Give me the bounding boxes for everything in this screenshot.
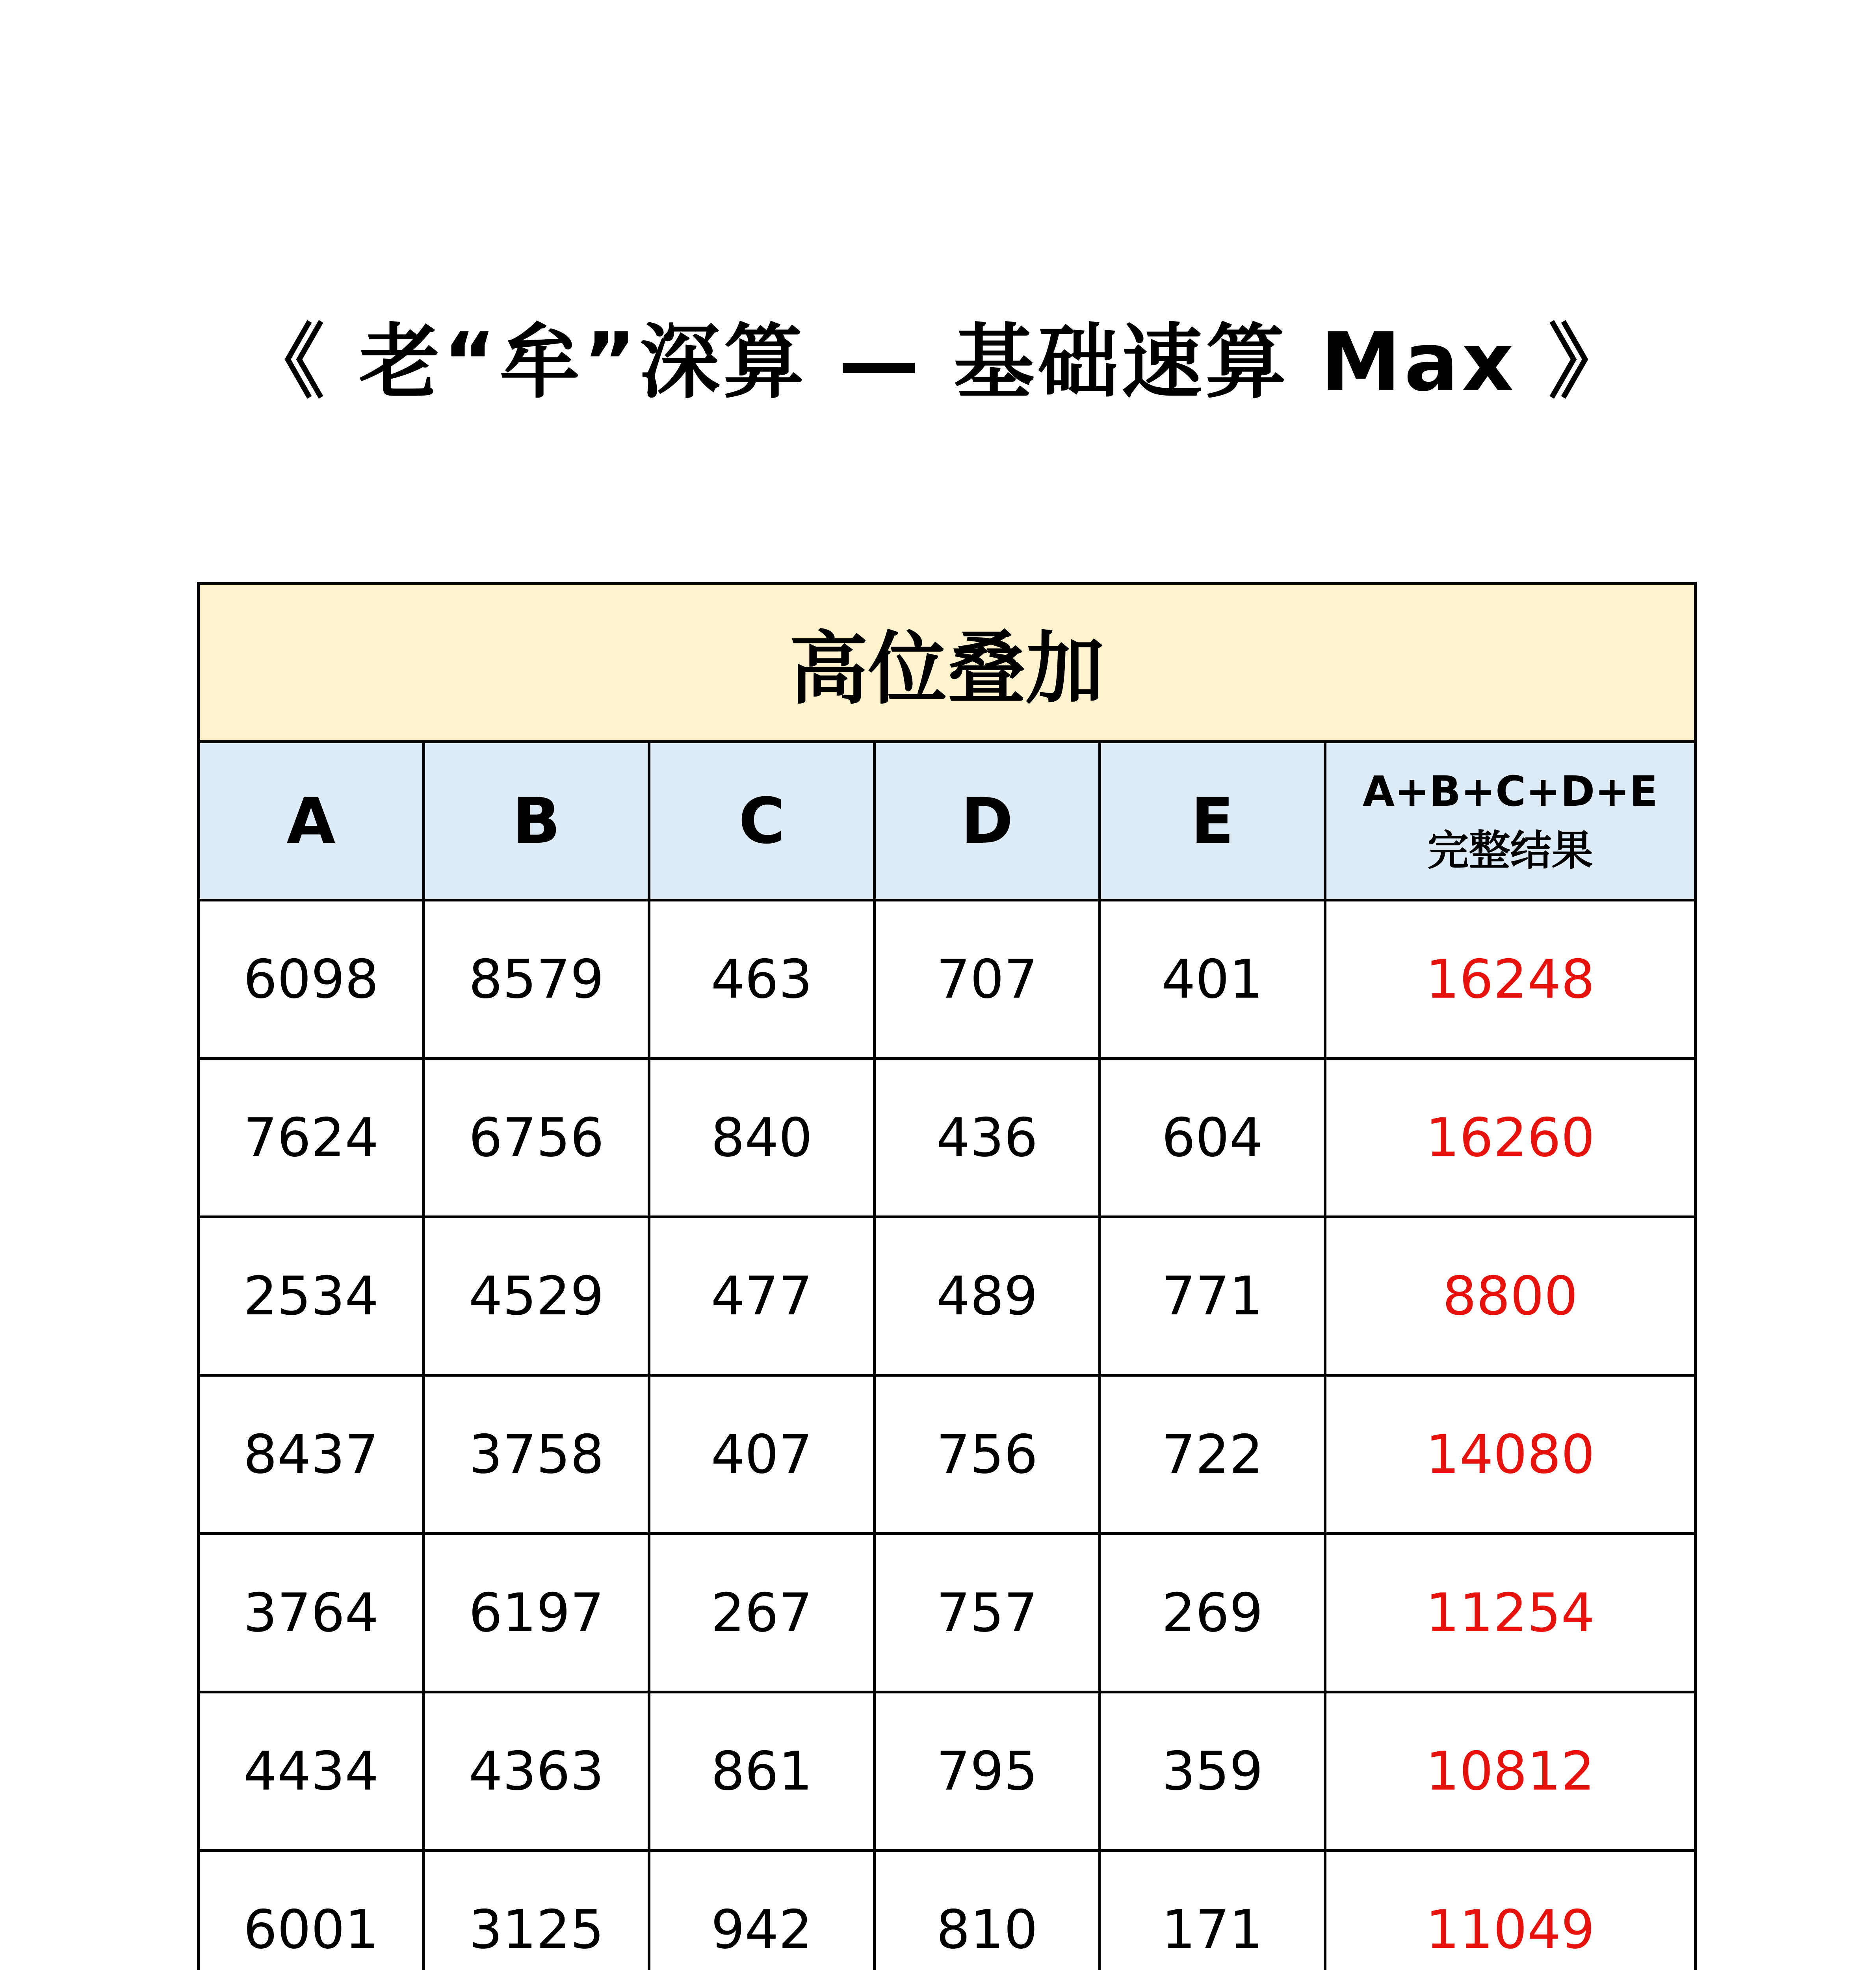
value-cell-b: 3758 — [424, 1375, 649, 1534]
result-cell: 11049 — [1325, 1851, 1696, 1970]
value-cell-b: 4529 — [424, 1217, 649, 1375]
value-cell-a: 4434 — [199, 1692, 424, 1851]
column-header-a: A — [199, 742, 424, 900]
value-cell-c: 463 — [649, 900, 875, 1059]
value-cell-b: 6197 — [424, 1534, 649, 1692]
value-cell-b: 8579 — [424, 900, 649, 1059]
table-row — [199, 1851, 1696, 1970]
value-cell-e: 359 — [1100, 1692, 1325, 1851]
value-cell-a: 8437 — [199, 1375, 424, 1534]
table-row — [199, 1217, 1696, 1375]
result-cell: 16248 — [1325, 900, 1696, 1059]
value-cell-d: 436 — [875, 1059, 1100, 1217]
value-cell-b: 4363 — [424, 1692, 649, 1851]
value-cell-d: 757 — [875, 1534, 1100, 1692]
result-header-formula: A+B+C+D+E — [1362, 767, 1658, 816]
value-cell-e: 171 — [1100, 1851, 1325, 1970]
value-cell-a: 3764 — [199, 1534, 424, 1692]
value-cell-e: 604 — [1100, 1059, 1325, 1217]
value-cell-a: 2534 — [199, 1217, 424, 1375]
value-cell-b: 6756 — [424, 1059, 649, 1217]
value-cell-c: 477 — [649, 1217, 875, 1375]
worksheet-table — [197, 582, 1697, 1970]
column-header-c: C — [649, 742, 875, 900]
value-cell-c: 942 — [649, 1851, 875, 1970]
value-cell-c: 840 — [649, 1059, 875, 1217]
column-header-result — [1325, 742, 1696, 900]
result-cell: 14080 — [1325, 1375, 1696, 1534]
value-cell-b: 3125 — [424, 1851, 649, 1970]
column-header-e: E — [1100, 742, 1325, 900]
result-header-label: 完整结果 — [1427, 826, 1593, 875]
value-cell-c: 407 — [649, 1375, 875, 1534]
value-cell-a: 7624 — [199, 1059, 424, 1217]
value-cell-d: 810 — [875, 1851, 1100, 1970]
table-row — [199, 1375, 1696, 1534]
table-row — [199, 900, 1696, 1059]
value-cell-e: 722 — [1100, 1375, 1325, 1534]
caption-row — [199, 584, 1696, 742]
result-cell: 10812 — [1325, 1692, 1696, 1851]
table-caption: 高位叠加 — [199, 584, 1696, 742]
value-cell-c: 861 — [649, 1692, 875, 1851]
value-cell-d: 756 — [875, 1375, 1100, 1534]
table-body — [199, 900, 1696, 1970]
column-header-b: B — [424, 742, 649, 900]
value-cell-e: 401 — [1100, 900, 1325, 1059]
value-cell-e: 269 — [1100, 1534, 1325, 1692]
table-row — [199, 1692, 1696, 1851]
table-row — [199, 1059, 1696, 1217]
value-cell-a: 6001 — [199, 1851, 424, 1970]
value-cell-a: 6098 — [199, 900, 424, 1059]
value-cell-e: 771 — [1100, 1217, 1325, 1375]
value-cell-d: 489 — [875, 1217, 1100, 1375]
result-cell: 11254 — [1325, 1534, 1696, 1692]
table-row — [199, 1534, 1696, 1692]
result-cell: 8800 — [1325, 1217, 1696, 1375]
value-cell-d: 707 — [875, 900, 1100, 1059]
page-title: 《 老“牟”深算 — 基础速算 Max 》 — [244, 316, 1632, 409]
column-header-d: D — [875, 742, 1100, 900]
result-cell: 16260 — [1325, 1059, 1696, 1217]
header-row — [199, 742, 1696, 900]
value-cell-c: 267 — [649, 1534, 875, 1692]
value-cell-d: 795 — [875, 1692, 1100, 1851]
